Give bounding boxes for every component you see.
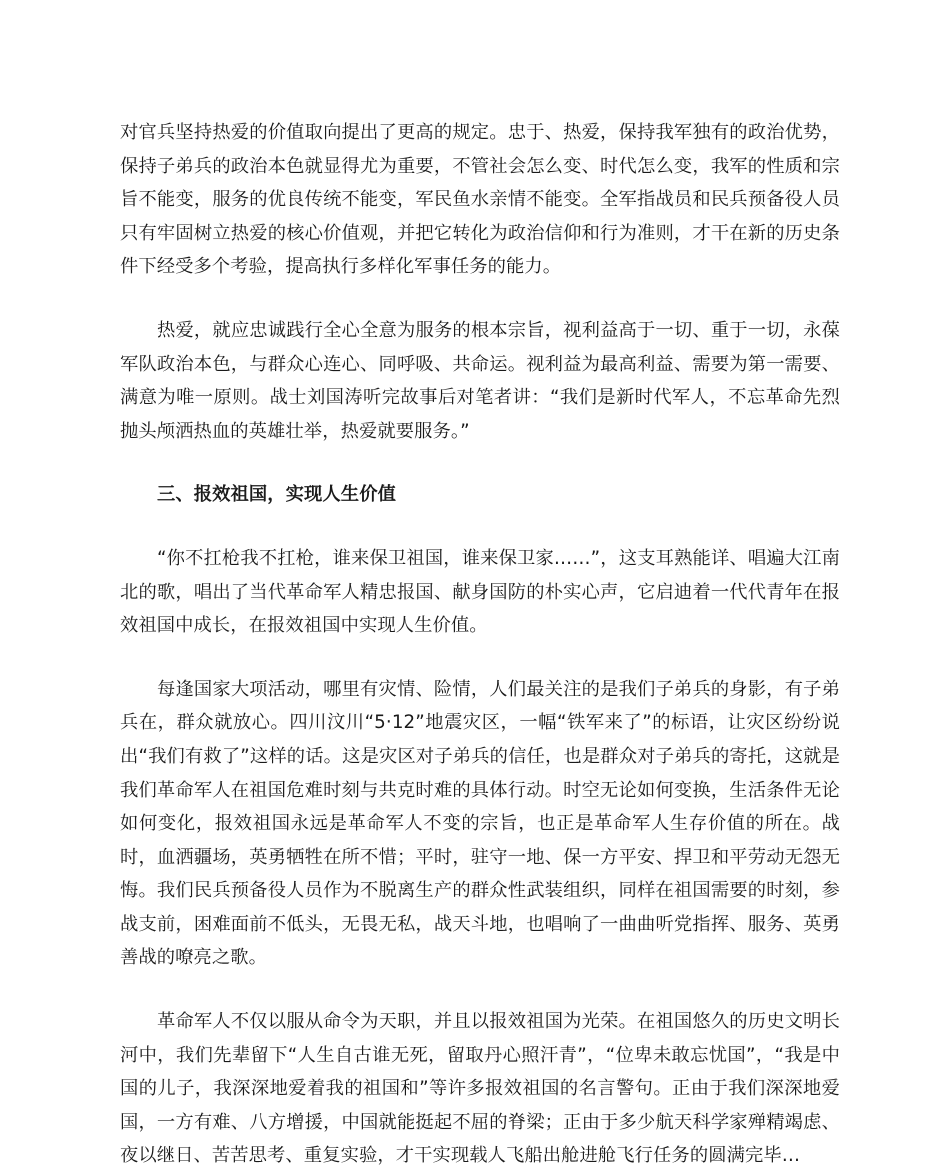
paragraph-1: 对官兵坚持热爱的价值取向提出了更高的规定。忠于、热爱，保持我军独有的政治优势，保持子弟兵的政治本色就显得尤为重要，不管社会怎么变、时代怎么变，我军的性质和宗旨不能变，服务的优良传统不能变，军民鱼水亲情不能变。全军指战员和民兵预备役人员只有牢固树立热爱的核心价值观，并把它转化为政治信仰和行为准则，才干在新的历史条件下经受多个考验，提高执行多样化军事任务的能力。 — [120, 122, 840, 278]
paragraph-2: 热爱，就应忠诚践行全心全意为服务的根本宗旨，视利益高于一切、重于一切，永葆军队政治本色，与群众心连心、同呼吸、共命运。视利益为最高利益、需要为第一需要、满意为唯一原则。战士刘国涛听完故事后对笔者讲：“我们是新时代军人，不忘革命先烈抛头颅洒热血的英雄壮举，热爱就要服务。” — [120, 319, 840, 442]
paragraph-spacer — [120, 975, 840, 1005]
paragraph-spacer — [120, 448, 840, 478]
paragraph-spacer — [120, 512, 840, 542]
paragraph-3: “你不扛枪我不扛枪，谁来保卫祖国，谁来保卫家……”，这支耳熟能详、唱遍大江南北的歌，唱出了当代革命军人精忠报国、献身国防的朴实心声，它启迪着一代代青年在报效祖国中成长，在报效祖国中实现人生价值。 — [120, 547, 840, 637]
document-page — [120, 116, 840, 1173]
paragraph-spacer — [120, 284, 840, 314]
paragraph-spacer — [120, 643, 840, 673]
section-heading: 三、报效祖国，实现人生价值 — [157, 484, 396, 506]
paragraph-4: 每逢国家大项活动，哪里有灾情、险情，人们最关注的是我们子弟兵的身影，有子弟兵在，群众就放心。四川汶川“5·12”地震灾区，一幅“铁军来了”的标语，让灾区纷纷说出“我们有救了”这样的话。这是灾区对子弟兵的信任，也是群众对子弟兵的寄托，这就是我们革命军人在祖国危难时刻与共克时难的具体行动。时空无论如何变换，生活条件无论如何变化，报效祖国永远是革命军人不变的宗旨，也正是革命军人生存价值的所在。战时，血洒疆场，英勇牺牲在所不惜；平时，驻守一地、保一方平安、捍卫和平劳动无怨无悔。我们民兵预备役人员作为不脱离生产的群众性武装组织，同样在祖国需要的时刻，参战支前，困难面前不低头，无畏无私，战天斗地，也唱响了一曲曲听党指挥、服务、英勇善战的嘹亮之歌。 — [120, 678, 840, 969]
paragraph-5: 革命军人不仅以服从命令为天职，并且以报效祖国为光荣。在祖国悠久的历史文明长河中，我们先辈留下“人生自古谁无死，留取丹心照汗青”，“位卑未敢忘忧国”，“我是中国的儿子，我深深地爱着我的祖国和”等许多报效祖国的名言警句。正由于我们深深地爱国，一方有难、八方增援，中国就能挺起不屈的脊梁；正由于多少航天科学家殚精竭虑、夜以继日、苦苦思考、重复实验，才干实现载人飞船出舱进舱飞行任务的圆满完毕… — [120, 1011, 840, 1167]
